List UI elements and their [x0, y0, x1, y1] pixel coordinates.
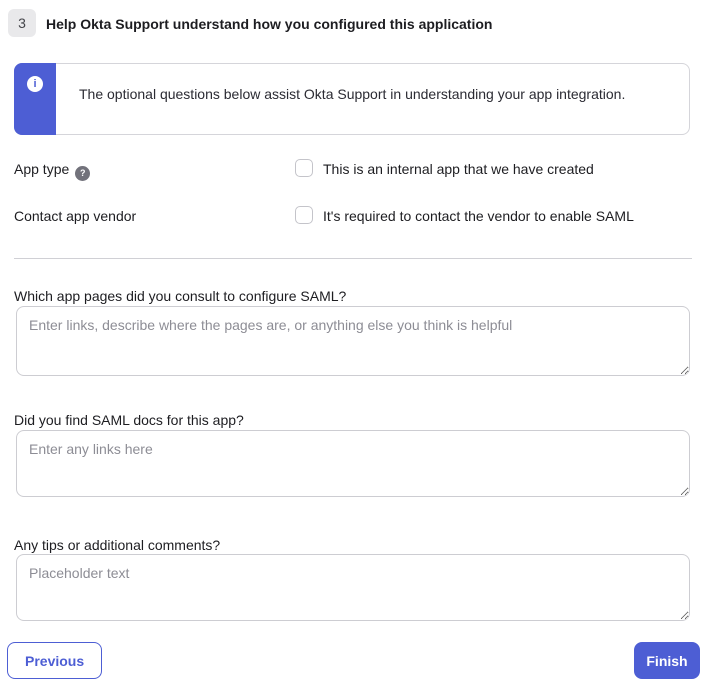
- info-icon: i: [27, 76, 43, 92]
- page-title: Help Okta Support understand how you configured this application: [46, 16, 493, 32]
- question-tips-label: Any tips or additional comments?: [14, 537, 221, 553]
- info-banner-text: The optional questions below assist Okta Support in understanding your app integration.: [79, 86, 626, 102]
- step-number-badge: [8, 9, 36, 37]
- info-banner-accent: [14, 63, 56, 135]
- section-divider: [14, 258, 692, 259]
- app-type-label-text: App type: [14, 161, 70, 177]
- question-app-pages-label: Which app pages did you consult to configure SAML?: [14, 288, 347, 304]
- question-saml-docs-textarea[interactable]: [16, 430, 690, 497]
- finish-button[interactable]: Finish: [634, 642, 700, 679]
- contact-vendor-label: Contact app vendor: [14, 208, 137, 224]
- contact-vendor-checkbox[interactable]: [295, 206, 313, 224]
- help-icon[interactable]: ?: [75, 166, 90, 181]
- question-saml-docs-label: Did you find SAML docs for this app?: [14, 412, 244, 428]
- step-number: 3: [18, 15, 26, 31]
- contact-vendor-checkbox-label: It's required to contact the vendor to enable SAML: [323, 208, 634, 224]
- info-banner: [14, 63, 690, 135]
- app-type-label: [14, 161, 90, 181]
- app-type-checkbox-label: This is an internal app that we have created: [323, 161, 594, 177]
- question-tips-textarea[interactable]: [16, 554, 690, 621]
- previous-button[interactable]: Previous: [7, 642, 102, 679]
- question-app-pages-textarea[interactable]: [16, 306, 690, 376]
- app-type-checkbox[interactable]: [295, 159, 313, 177]
